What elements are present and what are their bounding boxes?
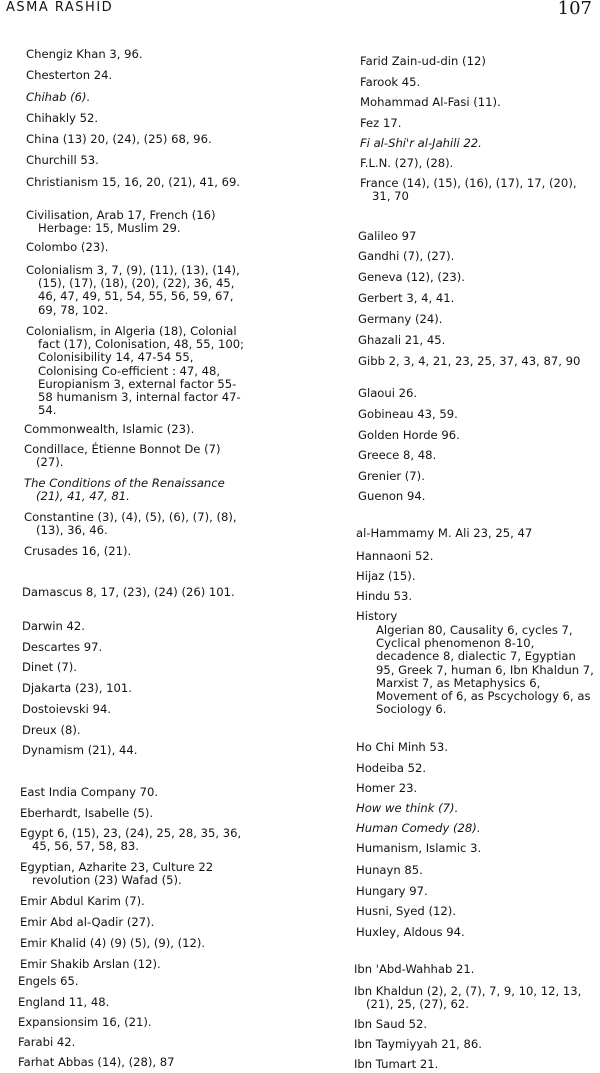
index-entry: Chihakly 52. bbox=[26, 111, 99, 125]
index-entry: Fi al-Shi'r al-Jahili 22. bbox=[360, 136, 482, 150]
index-entry: al-Hammamy M. Ali 23, 25, 47 bbox=[356, 526, 533, 540]
index-entry: Djakarta (23), 101. bbox=[22, 681, 132, 695]
index-entry: Crusades 16, (21). bbox=[24, 544, 132, 558]
index-entry: Humanism, Islamic 3. bbox=[356, 841, 482, 855]
index-entry: Galileo 97 bbox=[358, 229, 417, 243]
index-entry: Colombo (23). bbox=[26, 240, 109, 254]
index-entry: Farook 45. bbox=[360, 75, 421, 89]
index-entry: Ibn Taymiyyah 21, 86. bbox=[354, 1037, 482, 1051]
index-entry: Golden Horde 96. bbox=[358, 428, 460, 442]
index-entry: Colonialism 3, 7, (9), (11), (13), (14), (15), (17), (18), (20), (22), 36, 45, 46, 47, 49, 51, 54, 55, 56, 59, 67, 69, 78, 102. bbox=[26, 263, 240, 317]
index-entry: Dostoievski 94. bbox=[22, 702, 112, 716]
index-entry: Farhat Abbas (14), (28), 87 bbox=[18, 1055, 175, 1069]
index-entry: Gobineau 43, 59. bbox=[358, 407, 458, 421]
index-entry: Egypt 6, (15), 23, (24), 25, 28, 35, 36, 45, 56, 57, 58, 83. bbox=[20, 826, 242, 854]
index-entry: Farid Zain-ud-din (12) bbox=[360, 54, 486, 68]
index-entry: Ibn 'Abd-Wahhab 21. bbox=[354, 962, 475, 976]
index-entry: East India Company 70. bbox=[20, 785, 159, 799]
index-entry: Dinet (7). bbox=[22, 660, 77, 674]
page-number: 107 bbox=[557, 0, 592, 19]
index-entry: Egyptian, Azharite 23, Culture 22 revolution (23) Wafad (5). bbox=[20, 860, 214, 888]
index-entry: Geneva (12), (23). bbox=[358, 270, 465, 284]
index-entry: Ibn Saud 52. bbox=[354, 1017, 428, 1031]
index-entry: Husni, Syed (12). bbox=[356, 904, 456, 918]
index-entry: Human Comedy (28). bbox=[356, 821, 481, 835]
index-entry: F.L.N. (27), (28). bbox=[360, 156, 454, 170]
index-entry: Mohammad Al-Fasi (11). bbox=[360, 95, 501, 109]
index-entry: Hannaoni 52. bbox=[356, 549, 434, 563]
index-entry: Gandhi (7), (27). bbox=[358, 249, 455, 263]
index-entry: Fez 17. bbox=[360, 116, 402, 130]
index-entry: Dreux (8). bbox=[22, 723, 81, 737]
index-entry: Ibn Khaldun (2), 2, (7), 7, 9, 10, 12, 13, (21), 25, (27), 62. bbox=[354, 984, 582, 1012]
index-entry: Colonialism, in Algeria (18), Colonial fact (17), Colonisation, 48, 55, 100; Colonisibility 14, 47-54 55, Colonising Co-efficient : 47, 48, Europianism 3, external factor 55-58 humanism 3, internal factor 47-54. bbox=[26, 324, 245, 418]
index-subentry: Algerian 80, Causality 6, cycles 7, Cyclical phenomenon 8-10, decadence 8, dialectic 7, Egyptian 95, Greek 7, human 6, Ibn Khaldun 7, Marxist 7, as Metaphysics 6, Movement of 6, as Pscychology 6, as Sociology 6. bbox=[376, 623, 594, 717]
index-entry: Ghazali 21, 45. bbox=[358, 333, 446, 347]
index-entry: Homer 23. bbox=[356, 781, 418, 795]
index-entry: Greece 8, 48. bbox=[358, 448, 437, 462]
index-entry: How we think (7). bbox=[356, 801, 459, 815]
index-entry: Damascus 8, 17, (23), (24) (26) 101. bbox=[22, 585, 235, 599]
index-entry: Expansionsim 16, (21). bbox=[18, 1015, 152, 1029]
index-entry: Hodeiba 52. bbox=[356, 761, 427, 775]
index-entry: Engels 65. bbox=[18, 974, 79, 988]
index-entry: Hunayn 85. bbox=[356, 863, 423, 877]
index-entry: The Conditions of the Renaissance (21), 41, 47, 81. bbox=[24, 476, 225, 504]
index-entry: Dynamism (21), 44. bbox=[22, 743, 138, 757]
index-entry: Ibn Tumart 21. bbox=[354, 1057, 439, 1071]
index-entry: Civilisation, Arab 17, French (16) Herbage: 15, Muslim 29. bbox=[26, 208, 216, 236]
index-entry: Darwin 42. bbox=[22, 619, 85, 633]
index-entry: Chesterton 24. bbox=[26, 68, 113, 82]
index-entry: Chengiz Khan 3, 96. bbox=[26, 47, 143, 61]
index-entry: Condillace, Étienne Bonnot De (7) (27). bbox=[24, 442, 221, 470]
index-entry: Hijaz (15). bbox=[356, 569, 416, 583]
index-entry: Emir Shakib Arslan (12). bbox=[20, 957, 161, 971]
index-entry: Hindu 53. bbox=[356, 589, 413, 603]
index-entry: Commonwealth, Islamic (23). bbox=[24, 422, 195, 436]
index-entry: Grenier (7). bbox=[358, 469, 425, 483]
index-entry: China (13) 20, (24), (25) 68, 96. bbox=[26, 132, 212, 146]
page-header bbox=[0, 0, 600, 26]
index-entry: Gerbert 3, 4, 41. bbox=[358, 291, 455, 305]
index-entry: Gibb 2, 3, 4, 21, 23, 25, 37, 43, 87, 90 bbox=[358, 354, 581, 368]
index-entry: Constantine (3), (4), (5), (6), (7), (8), (13), 36, 46. bbox=[24, 510, 237, 538]
index-entry: Ho Chi Minh 53. bbox=[356, 740, 448, 754]
index-entry: Huxley, Aldous 94. bbox=[356, 925, 465, 939]
index-entry: History bbox=[356, 609, 398, 623]
index-entry: England 11, 48. bbox=[18, 995, 110, 1009]
index-entry: Glaoui 26. bbox=[358, 386, 418, 400]
index-entry: Emir Abd al-Qadir (27). bbox=[20, 915, 155, 929]
index-entry: Chihab (6). bbox=[26, 90, 91, 104]
index-entry: Churchill 53. bbox=[26, 153, 99, 167]
index-entry: Eberhardt, Isabelle (5). bbox=[20, 806, 154, 820]
index-entry: Germany (24). bbox=[358, 312, 443, 326]
index-entry: Farabi 42. bbox=[18, 1035, 76, 1049]
index-entry: Descartes 97. bbox=[22, 640, 103, 654]
running-head: ASMA RASHID bbox=[6, 0, 114, 15]
index-entry: Christianism 15, 16, 20, (21), 41, 69. bbox=[26, 175, 241, 189]
index-entry: Hungary 97. bbox=[356, 884, 428, 898]
index-entry: Guenon 94. bbox=[358, 489, 426, 503]
index-entry: Emir Khalid (4) (9) (5), (9), (12). bbox=[20, 936, 206, 950]
index-entry: Emir Abdul Karim (7). bbox=[20, 894, 145, 908]
index-entry: France (14), (15), (16), (17), 17, (20), 31, 70 bbox=[360, 176, 577, 204]
